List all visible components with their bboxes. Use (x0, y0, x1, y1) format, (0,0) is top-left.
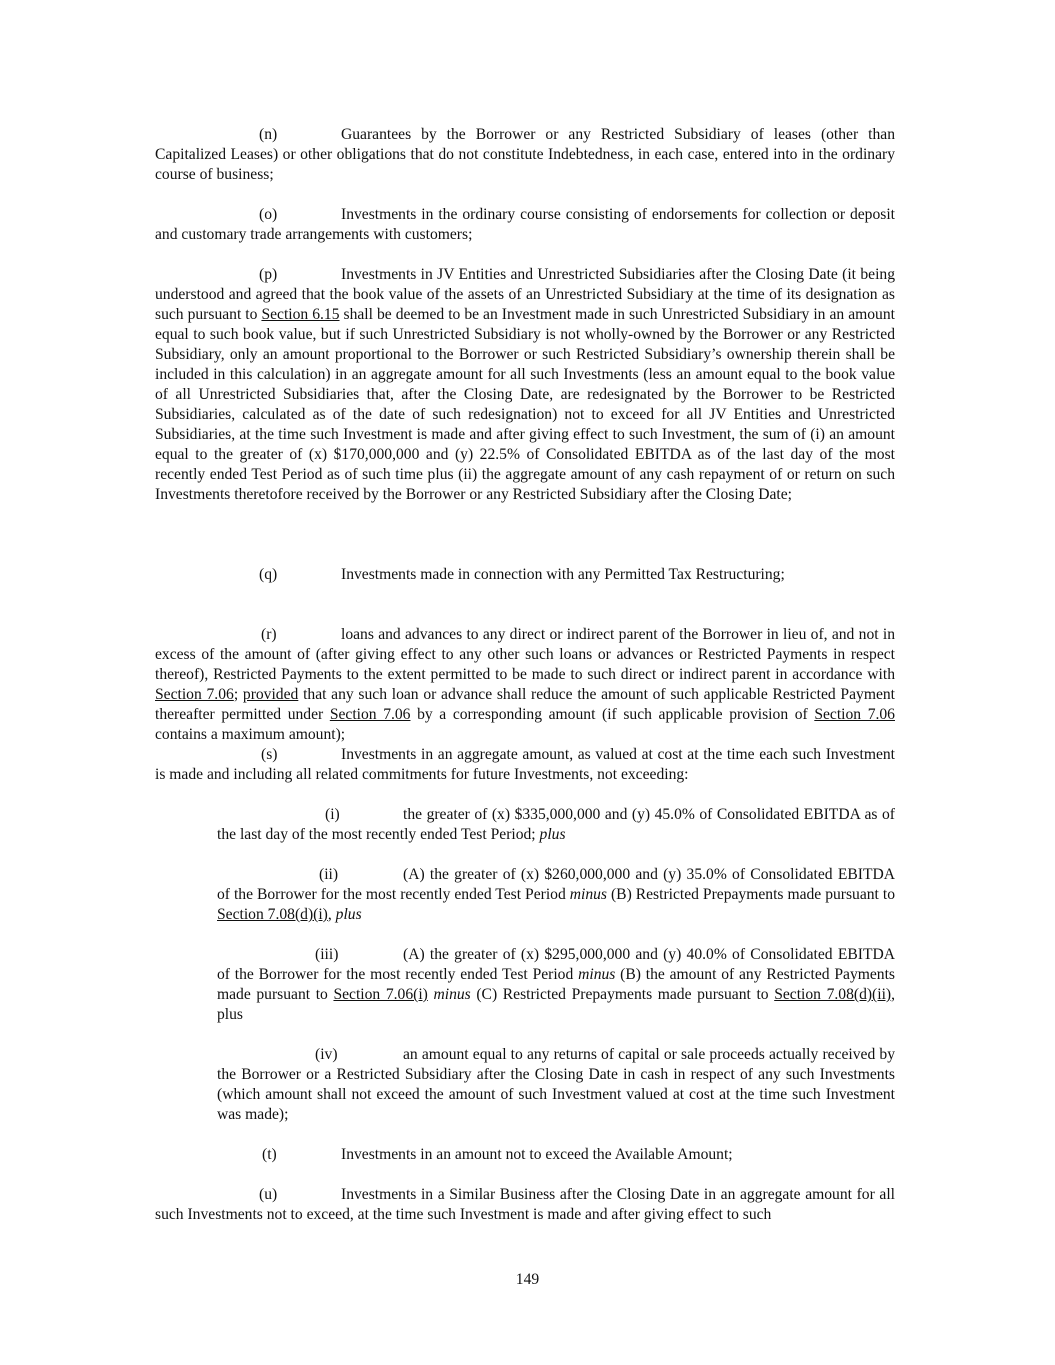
subclause-label: (ii) (319, 866, 339, 883)
clause-r (155, 625, 895, 745)
subclause-text: (C) Restricted Prepayments made pursuant to (470, 986, 775, 1003)
subclause-s-iv (217, 1045, 895, 1125)
clause-text: Investments in an aggregate amount, as valued at cost at the time each such Investment is made and including all related commitments for future Investments, not exceeding: (155, 746, 895, 783)
clause-q (155, 565, 895, 585)
clause-text: contains a maximum amount); (155, 726, 346, 743)
subclause-text: (B) the amount of any Restricted Payments made pursuant to (217, 966, 895, 1003)
section-reference: Section 7.08(d)(i) (217, 906, 328, 923)
italic-term: minus (569, 886, 607, 903)
italic-term: plus (539, 826, 566, 843)
clause-label: (s) (261, 746, 278, 763)
subclause-text: (A) the greater of (x) $260,000,000 and (y) 35.0% of Consolidated EBITDA of the Borrower for the most recently ended Test Period (217, 866, 895, 903)
section-reference: Section 6.15 (261, 306, 340, 323)
subclause-text: , (327, 906, 336, 923)
subclause-label: (iv) (315, 1046, 338, 1063)
subclause-s-ii (217, 865, 895, 925)
clause-text: ; (233, 686, 243, 703)
clause-text: that any such loan or advance shall reduce the amount of such applicable Restricted Payment thereafter permitted under (155, 686, 896, 723)
clause-n (155, 125, 895, 185)
clause-text: by a corresponding amount (if such applicable provision of (410, 706, 815, 723)
subclause-label: (i) (325, 806, 340, 823)
clause-text: Investments in the ordinary course consisting of endorsements for collection or deposit and customary trade arrangements with customers; (155, 206, 895, 243)
clause-text: Investments in JV Entities and Unrestricted Subsidiaries after the Closing Date (it being understood and agreed that the book value of the assets of an Unrestricted Subsidiary at the time of its designation as such pursuant to (155, 266, 895, 323)
clause-u (155, 1185, 895, 1225)
provided-term: provided (242, 686, 299, 703)
subclause-s-i (217, 805, 895, 845)
subclause-text: (A) the greater of (x) $295,000,000 and (y) 40.0% of Consolidated EBITDA of the Borrower for the most recently ended Test Period (217, 946, 895, 983)
italic-term: minus (433, 986, 471, 1003)
clause-label: (o) (259, 206, 278, 223)
clause-text: Guarantees by the Borrower or any Restricted Subsidiary of leases (other than Capitalized Leases) or other obligations that do not constitute Indebtedness, in each case, entered into in the ordinary course of business; (155, 126, 895, 183)
clause-o (155, 205, 895, 245)
section-reference: Section 7.06 (155, 686, 234, 703)
clause-label: (p) (259, 266, 278, 283)
italic-term: plus (335, 906, 362, 923)
italic-term: minus (578, 966, 616, 983)
subclause-s-iii (217, 945, 895, 1025)
clause-label: (u) (259, 1186, 278, 1203)
clause-text: Investments in a Similar Business after the Closing Date in an aggregate amount for all such Investments not to exceed, at the time such Investment is made and after giving effect to such (155, 1186, 895, 1223)
subclause-text: the greater of (x) $335,000,000 and (y) 45.0% of Consolidated EBITDA as of the last day of the most recently ended Test Period; (217, 806, 895, 843)
subclause-text: (B) Restricted Prepayments made pursuant to (607, 886, 895, 903)
clause-text: shall be deemed to be an Investment made in such Unrestricted Subsidiary in an amount equal to such book value, but if such Unrestricted Subsidiary is not wholly-owned by the Borrower or any Restricted Subsidiary, only an amount proportional to the Borrower or such Restricted Subsidiary’s ownership therein shall be included in this calculation) in an aggregate amount for all such Investments (less an amount equal to the book value of all Unrestricted Subsidiaries that, after the Closing Date, are redesignated by the Borrower to be Restricted Subsidiaries, calculated as of the date of such redesignation) not to exceed for all JV Entities and Unrestricted Subsidiaries, at the time such Investment is made and after giving effect to such Investment, the sum of (i) an amount equal to the greater of (x) $170,000,000 and (y) 22.5% of Consolidated EBITDA as of the last day of the most recently ended Test Period as of such time plus (ii) the aggregate amount of any cash repayment of or return on such Investments theretofore received by the Borrower or any Restricted Subsidiary after the Closing Date; (155, 306, 895, 503)
section-reference: Section 7.08(d)(ii) (774, 986, 892, 1003)
section-reference: Section 7.06 (814, 706, 895, 723)
clause-text: loans and advances to any direct or indirect parent of the Borrower in lieu of, and not in excess of the amount of (after giving effect to any other such loans or advances or Restricted Payments in respect thereof), Restricted Payments to the extent permitted to be made to such direct or indirect parent in accordance with (155, 626, 895, 683)
clause-text: Investments made in connection with any Permitted Tax Restructuring; (341, 566, 785, 583)
clause-text: Investments in an amount not to exceed the Available Amount; (341, 1146, 733, 1163)
clause-label: (r) (261, 626, 277, 643)
clause-label: (t) (262, 1146, 277, 1163)
subclause-label: (iii) (315, 946, 339, 963)
section-reference: Section 7.06 (329, 706, 411, 723)
section-reference: Section 7.06(i) (333, 986, 428, 1003)
clause-label: (q) (259, 566, 278, 583)
clause-s (155, 745, 895, 785)
subclause-text: , plus (217, 986, 896, 1023)
clause-label: (n) (259, 126, 278, 143)
clause-t (155, 1145, 895, 1165)
subclause-text: an amount equal to any returns of capital or sale proceeds actually received by the Borrower or a Restricted Subsidiary after the Closing Date in cash in respect of any such Investments (which amount shall not exceed the amount of such Investment valued at cost at the time such Investment was made); (217, 1046, 895, 1123)
clause-p (155, 265, 895, 505)
page-number: 149 (515, 1271, 540, 1288)
